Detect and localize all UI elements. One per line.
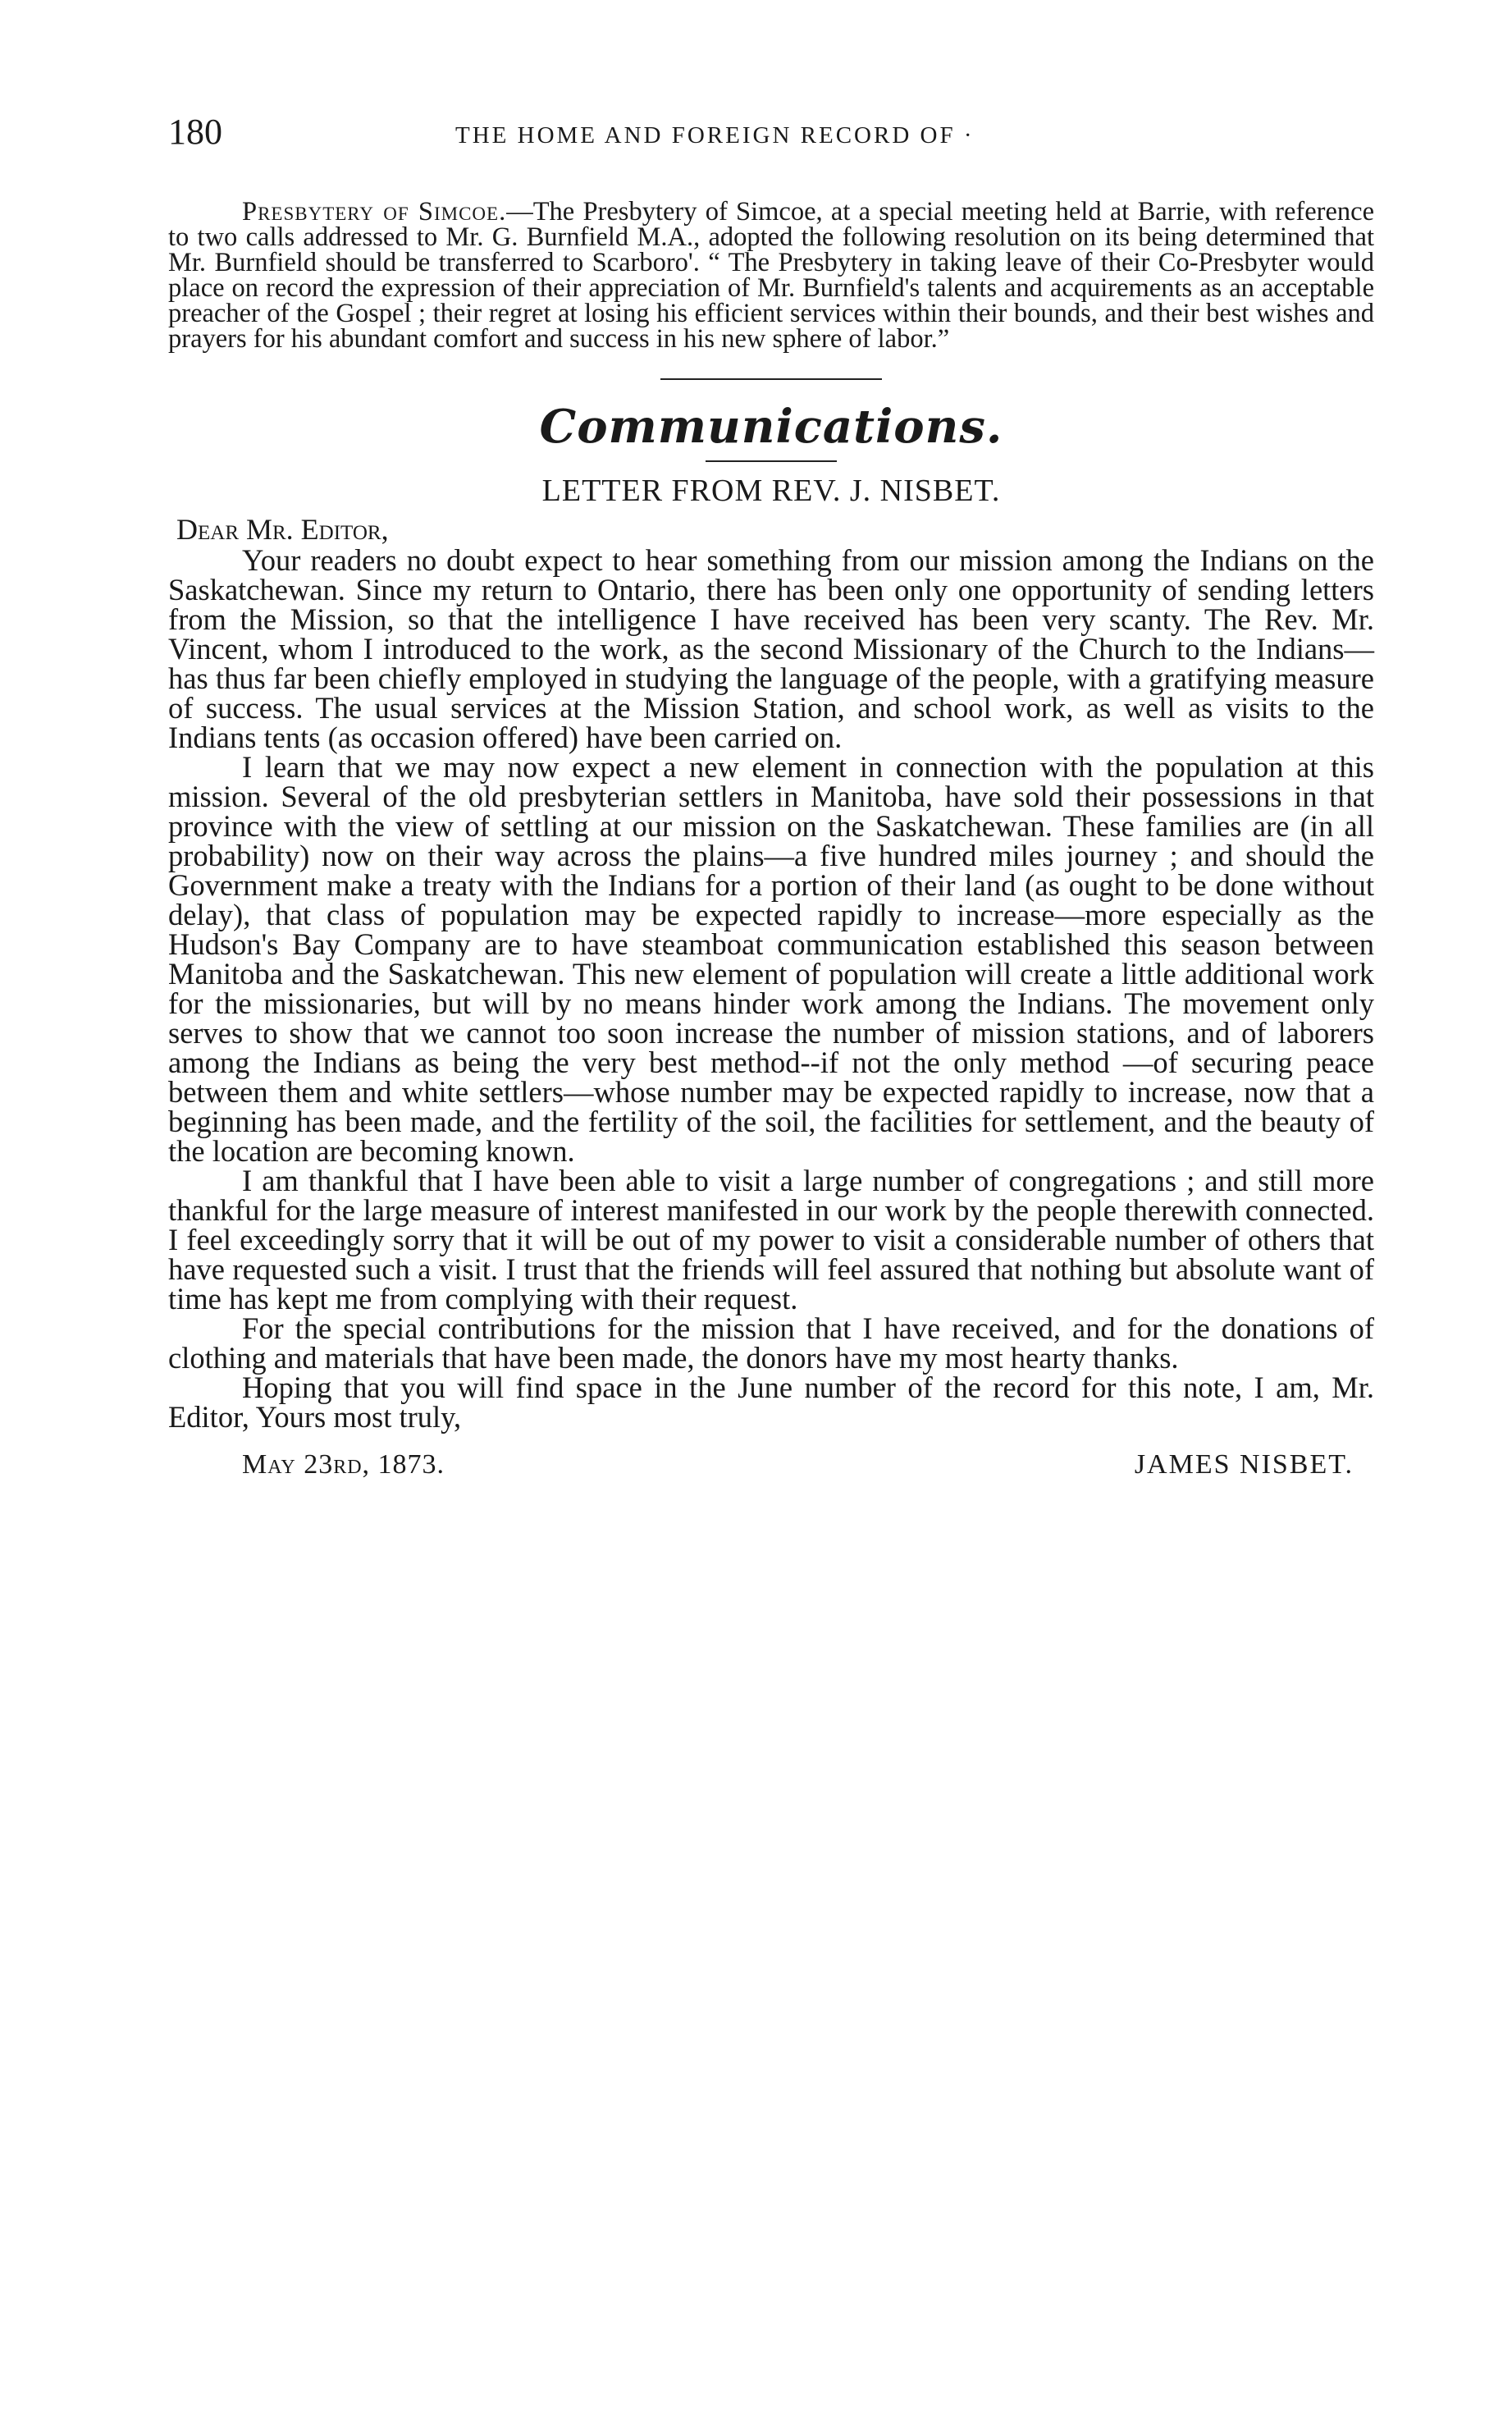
- page-number: 180: [168, 112, 222, 152]
- paragraph: For the special contributions for the mission that I have received, and for the donations of clothing and materials that have been made, the donors have my most hearty thanks.: [168, 1311, 1374, 1375]
- notice-heading: Presbytery of Simcoe.: [242, 197, 507, 226]
- page-header: [168, 111, 1374, 168]
- salutation: Dear Mr. Editor,: [176, 513, 389, 546]
- title-underline: [706, 460, 837, 462]
- paragraph: I am thankful that I have been able to visit a large number of congregations ; and still more thankful for the large measure of interest manifested in our work by the people therewith connected. I feel exceedingly sorry that it will be out of my power to visit a considerable number of others that have requested such a visit. I trust that the friends will feel assured that nothing but absolute want of time has kept me from complying with their request.: [168, 1164, 1374, 1316]
- paragraph: Hoping that you will find space in the June number of the record for this note, I am, Mr. Editor, Yours most truly,: [168, 1370, 1374, 1434]
- letter-body: [168, 543, 1374, 1434]
- section-divider: [660, 378, 882, 380]
- running-head: THE HOME AND FOREIGN RECORD OF ·: [455, 122, 975, 149]
- notice-text: —The Presbytery of Simcoe, at a special meeting held at Barrie, with reference to two calls addressed to Mr. G. Burnfield M.A., adopted the following resolution on its being determined that Mr. Burnfield should be transferred to Scarboro'. “ The Presbytery in taking leave of their Co-Presbyter would place on record the expression of their appreciation of Mr. Burnfield's talents and acquirements as an acceptable preacher of the Gospel ; their regret at losing his efficient services within their bounds, and their best wishes and prayers for his abundant comfort and success in his new sphere of labor.”: [168, 197, 1375, 354]
- document-page: [168, 111, 1374, 1488]
- paragraph: Your readers no doubt expect to hear something from our mission among the Indians on the Saskatchewan. Since my return to Ontario, there has been only one opportunity of sending letters from the Mission, so that the intelligence I have received has been very scanty. The Rev. Mr. Vincent, whom I introduced to the work, as the second Missionary of the Church to the Indians—has thus far been chiefly employed in studying the language of the people, with a gratifying measure of success. The usual services at the Mission Station, and school work, as well as visits to the Indians tents (as occasion offered) have been carried on.: [168, 543, 1374, 754]
- signature: JAMES NISBET.: [1134, 1449, 1354, 1480]
- letter-date: May 23rd, 1873.: [242, 1449, 445, 1480]
- paragraph: I learn that we may now expect a new element in connection with the population at this mission. Several of the old presbyterian settlers in Manitoba, have sold their possessions in that province with the view of settling at our mission on the Saskatchewan. These families are (in all probability) now on their way across the plains—a five hundred miles journey ; and should the Government make a treaty with the Indians for a portion of their land (as ought to be done without delay), that class of population may be expected rapidly to increase—more especially as the Hudson's Bay Company are to have steamboat communication established this season between Manitoba and the Saskatchewan. This new element of population will create a little additional work for the missionaries, but will by no means hinder work among the Indians. The movement only serves to show that we cannot too soon increase the number of mission stations, and of laborers among the Indians as being the very best method--if not the only method —of securing peace between them and white settlers—whose number may be expected rapidly to increase, now that a beginning has been made, and the fertility of the soil, the facilities for settlement, and the beauty of the location are becoming known.: [168, 750, 1374, 1168]
- signoff: [168, 1447, 1374, 1488]
- section-title: Communications.: [539, 400, 1003, 454]
- presbytery-notice: [168, 199, 1374, 352]
- letter-title: LETTER FROM REV. J. NISBET.: [541, 474, 1001, 508]
